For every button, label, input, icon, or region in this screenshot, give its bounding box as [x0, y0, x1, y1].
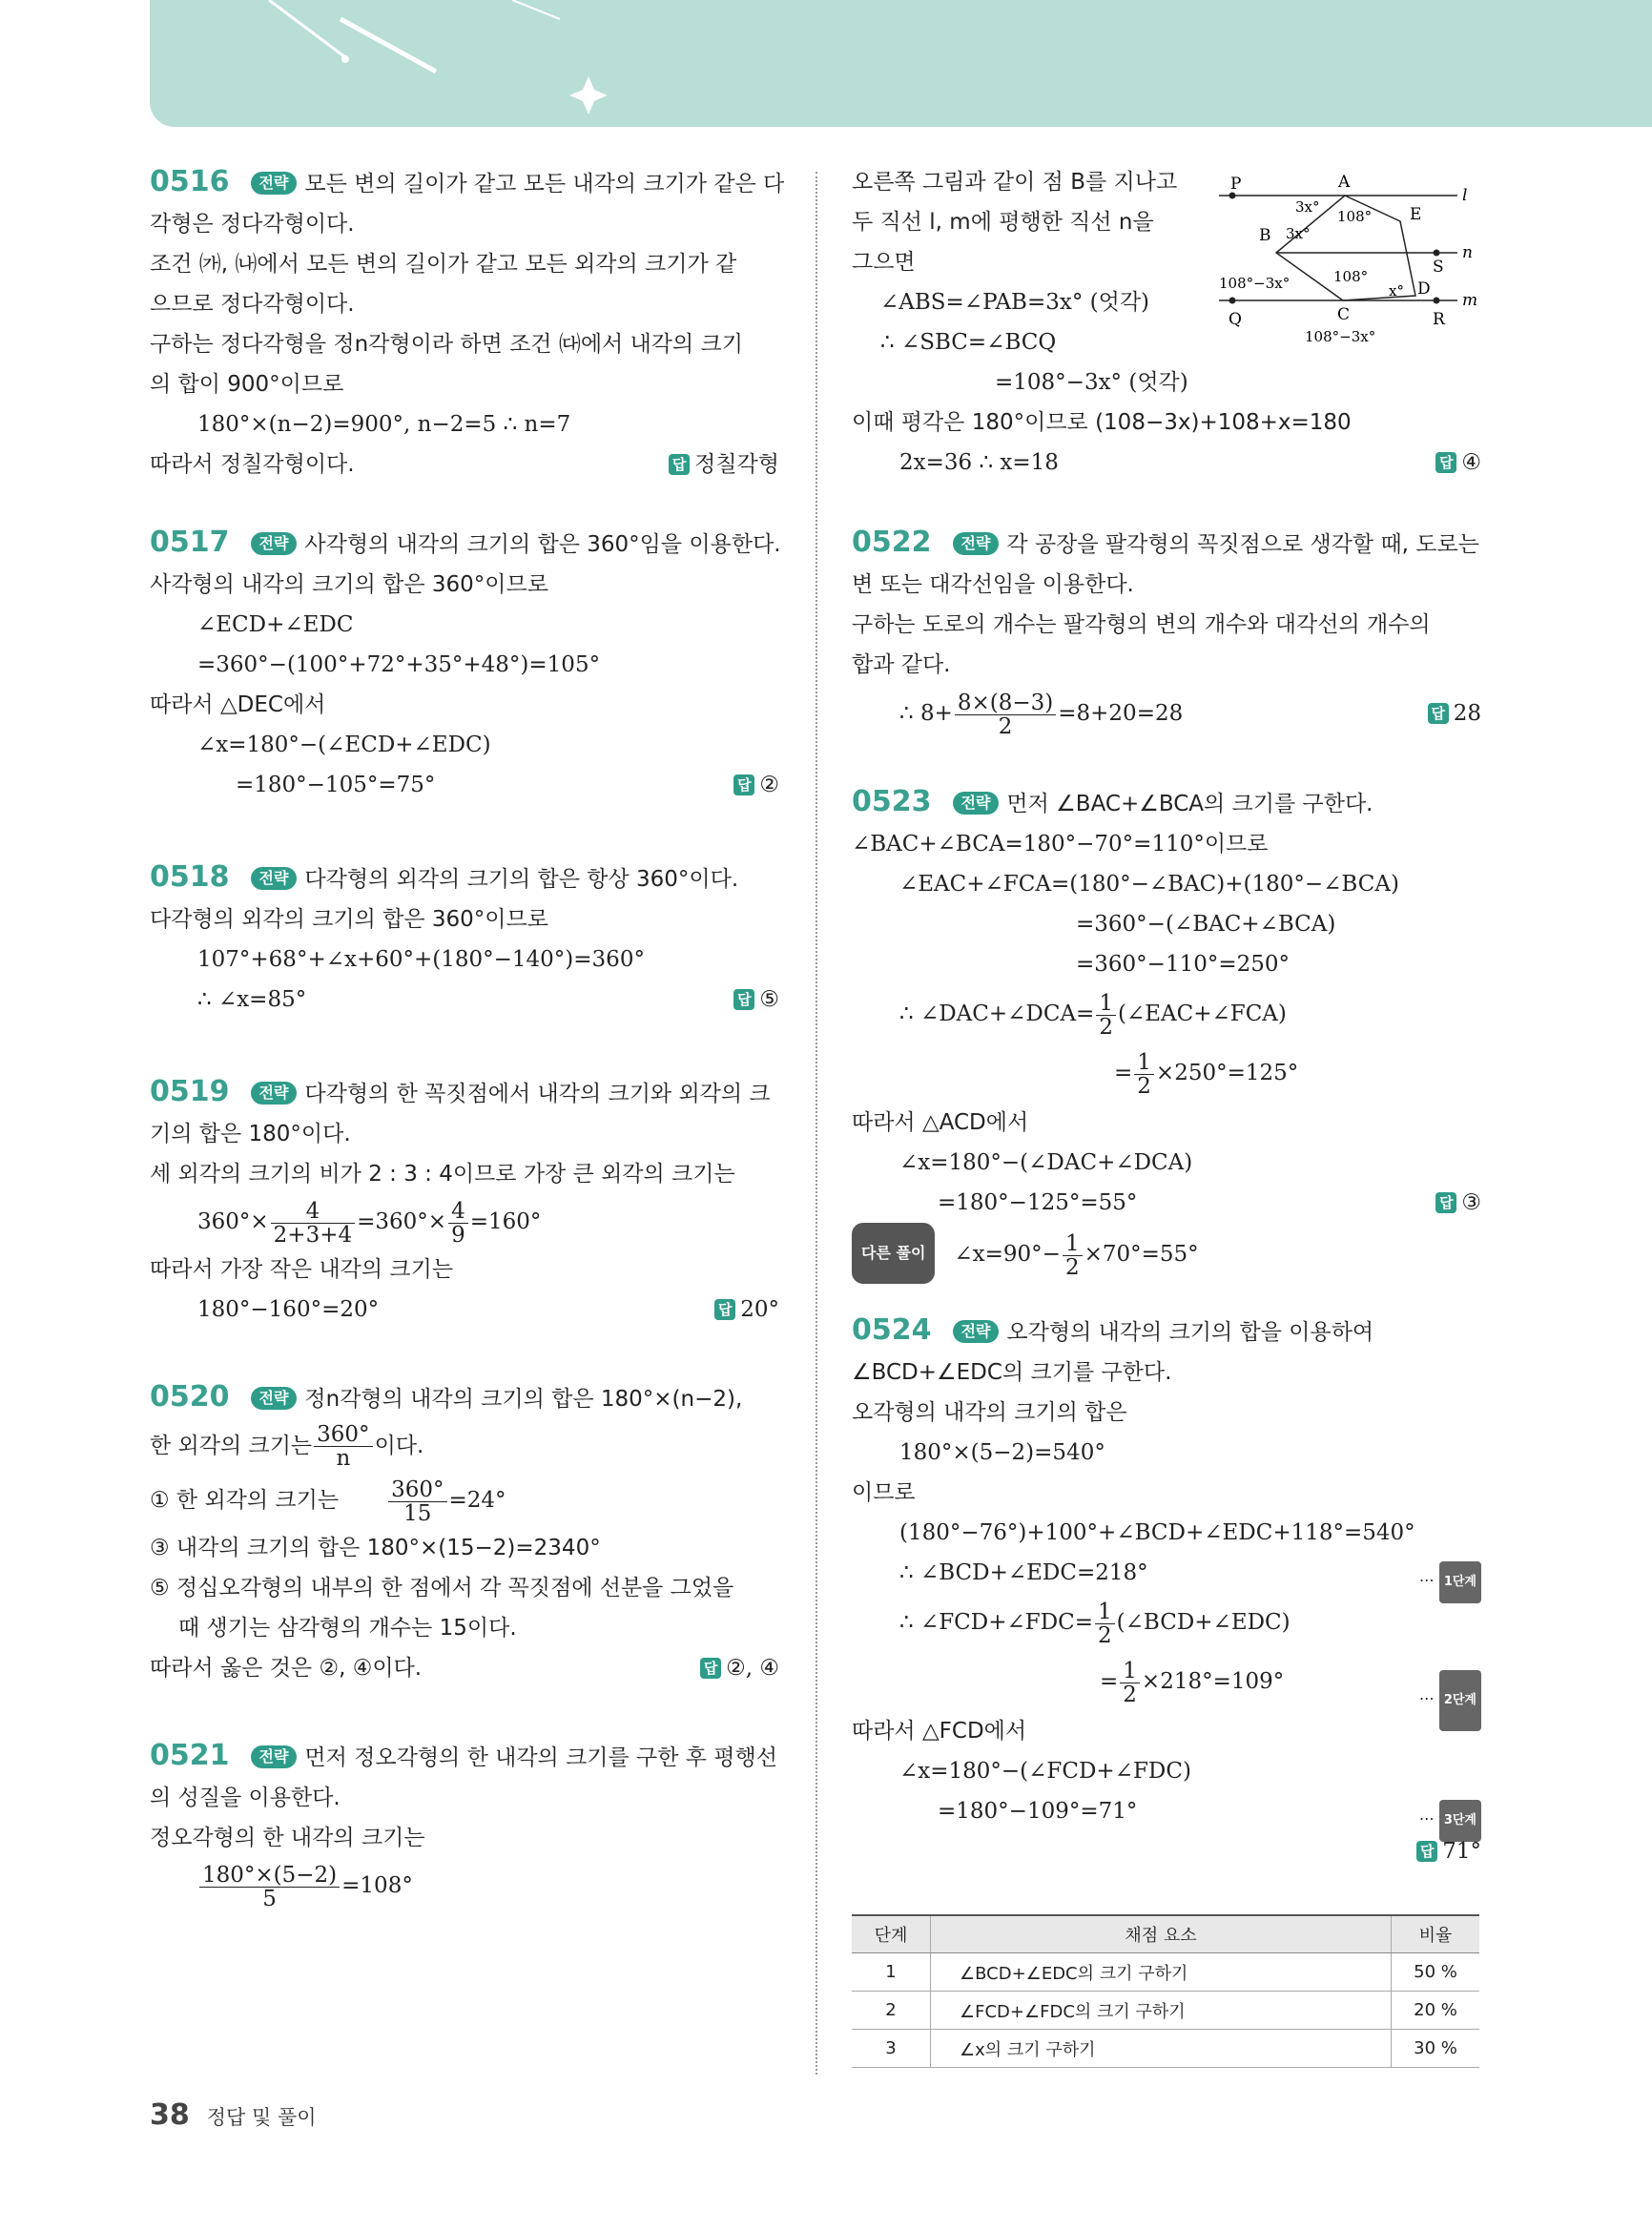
numerator: 180°×(5−2): [199, 1864, 340, 1888]
answer-badge: 답: [1435, 452, 1456, 473]
answer: [669, 444, 779, 485]
step-badge: 2단계: [1439, 1670, 1481, 1731]
solution-line: 구하는 도로의 개수는 팔각형의 변의 개수와 대각선의 개수의: [852, 612, 1431, 637]
strategy-text: 오각형의 내각의 크기의 합을 이용하여: [1006, 1320, 1374, 1345]
eq-part: =360°×: [357, 1209, 447, 1234]
solution-line: 정오각형의 한 내각의 크기는: [150, 1826, 425, 1850]
step-marker: ⋯ 1단계: [1419, 1560, 1481, 1603]
solution-line: ∴ ∠SBC=∠BCQ: [880, 330, 1057, 355]
solution-line: ∠x=180°−(∠DAC+∠DCA): [899, 1150, 1193, 1175]
solution-line: 합과 같다.: [852, 652, 951, 677]
label-Q: Q: [1229, 310, 1242, 329]
problem-number: 0521: [150, 1739, 230, 1772]
denominator: 2: [1064, 1254, 1080, 1280]
label-A: A: [1338, 173, 1351, 192]
answer-value: 20°: [740, 1297, 779, 1322]
label-S: S: [1433, 258, 1444, 277]
alt-solution: [852, 1223, 1481, 1284]
solution-line: =180°−109°=71°: [938, 1799, 1138, 1824]
label-C: C: [1337, 305, 1351, 324]
solution-line: 오른쪽 그림과 같이 점 B를 지나고: [852, 170, 1178, 195]
numerator: 8×(8−3): [955, 692, 1056, 715]
solution-line: ∠x=180°−(∠FCD+∠FDC): [899, 1759, 1191, 1784]
numerator: 4: [271, 1200, 355, 1224]
strategy-badge: 전략: [251, 1387, 298, 1410]
answer-badge: 답: [700, 1658, 721, 1679]
strategy-badge: 전략: [953, 1320, 1000, 1343]
fraction: [1063, 1232, 1083, 1279]
solution-line: ∠EAC+∠FCA=(180°−∠BAC)+(180°−∠BCA): [899, 872, 1399, 897]
denominator: 9: [451, 1222, 465, 1248]
denominator: 15: [403, 1500, 432, 1526]
problem-0524: [852, 1311, 1481, 1871]
equation-line: [150, 1858, 779, 1913]
point-Q: [1229, 298, 1236, 304]
fraction: [1134, 1051, 1154, 1098]
strategy-badge: 전략: [953, 532, 1000, 555]
label-D: D: [1417, 279, 1431, 299]
problem-number: 0516: [150, 165, 230, 198]
column-divider: [816, 172, 817, 2075]
eq-part: 360°×: [197, 1209, 269, 1234]
answer: [714, 1290, 779, 1330]
solution-line: 107°+68°+∠x+60°+(180°−140°)=360°: [197, 947, 645, 972]
denominator: 5: [262, 1886, 277, 1911]
problem-number: 0524: [852, 1313, 932, 1347]
strategy-text: ∠BCD+∠EDC의 크기를 구한다.: [852, 1360, 1172, 1385]
equation-line: [852, 1043, 1481, 1103]
eq-part: ∴ 8+: [899, 701, 953, 726]
numerator: 4: [448, 1200, 468, 1224]
angle-label: 108°−3x°: [1305, 328, 1376, 345]
table-cell: 50 %: [1392, 1953, 1480, 1992]
numerator: 1: [1096, 992, 1116, 1016]
problem-0521: [150, 1736, 779, 1913]
answer-value: 71°: [1442, 1839, 1481, 1864]
page-number: 38: [150, 2098, 190, 2132]
answer: [700, 1648, 779, 1688]
equation-line: [150, 1194, 779, 1249]
strategy-text: 한 외각의 크기는: [150, 1434, 313, 1458]
numerator: 360°: [388, 1478, 446, 1502]
denominator: 2: [998, 713, 1013, 739]
solution-line: 따라서 △ACD에서: [852, 1110, 1029, 1135]
table-cell: 2: [852, 1992, 931, 2030]
eq-part: =: [1114, 1061, 1133, 1085]
solution-line: 따라서 정칠각형이다.: [150, 452, 355, 477]
solution-line: =180°−105°=75°: [236, 773, 436, 797]
numerator: 1: [1134, 1051, 1154, 1075]
answer-badge: 답: [1428, 703, 1449, 724]
fraction: [955, 692, 1056, 738]
fraction: [448, 1200, 468, 1247]
table-row: [852, 1992, 1479, 2030]
strategy-badge: 전략: [251, 172, 298, 195]
step-badge: 1단계: [1439, 1561, 1481, 1603]
solution-line: 사각형의 내각의 크기의 합은 360°이므로: [150, 572, 548, 597]
answer-value: 정칠각형: [694, 452, 779, 477]
solution-line: ⑤ 정십오각형의 내부의 한 점에서 각 꼭짓점에 선분을 그었을: [150, 1576, 734, 1600]
answer: [1435, 1183, 1481, 1223]
solution-line: 때 생기는 삼각형의 개수는 15이다.: [178, 1616, 517, 1641]
problem-number: 0517: [150, 526, 230, 559]
fraction: [1096, 992, 1116, 1039]
strategy-badge: 전략: [251, 867, 298, 890]
fraction: [199, 1864, 340, 1910]
solution-line: (180°−76°)+100°+∠BCD+∠EDC+118°=540°: [899, 1520, 1415, 1545]
denominator: n: [336, 1446, 351, 1471]
fraction: [388, 1478, 446, 1525]
solution-line: =108°−3x° (엇각): [995, 370, 1188, 395]
fraction: [271, 1200, 355, 1247]
answer-badge: 답: [669, 454, 690, 475]
strategy-text: 기의 합은 180°이다.: [150, 1122, 351, 1146]
strategy-text: 먼저 정오각형의 한 내각의 크기를 구한 후 평행선: [304, 1745, 777, 1770]
angle-label: 108°: [1333, 268, 1369, 285]
geometry-figure: [1219, 162, 1486, 357]
angle-label: x°: [1389, 282, 1404, 299]
solution-line: =360°−(∠BAC+∠BCA): [1076, 912, 1336, 937]
solution-line: ∠x=180°−(∠ECD+∠EDC): [197, 733, 491, 757]
strategy-text: 다각형의 한 꼭짓점에서 내각의 크기와 외각의 크: [304, 1082, 771, 1106]
solution-line: 다각형의 외각의 크기의 합은 360°이므로: [150, 907, 548, 932]
answer-badge: 답: [733, 989, 754, 1010]
equation-line: [852, 685, 1481, 742]
solution-line: 의 합이 900°이므로: [150, 372, 344, 397]
strategy-badge: 전략: [953, 792, 1000, 815]
step-marker: ⋯ 2단계: [1419, 1669, 1481, 1731]
solution-line: 따라서 △FCD에서: [852, 1719, 1027, 1744]
strategy-text: 사각형의 내각의 크기의 합은 360°임을 이용한다.: [304, 532, 781, 557]
solution-line: 따라서 가장 작은 내각의 크기는: [150, 1257, 454, 1282]
solution-line: ∴ ∠BCD+∠EDC=218°: [899, 1560, 1148, 1585]
angle-label: 3x°: [1286, 225, 1311, 242]
eq-part: =24°: [448, 1488, 506, 1513]
numerator: 1: [1063, 1232, 1083, 1256]
angle-label: 3x°: [1295, 198, 1320, 216]
denominator: 2: [1123, 1682, 1137, 1707]
fraction: [1120, 1660, 1140, 1706]
solution-line: 오각형의 내각의 크기의 합은: [852, 1400, 1127, 1425]
strategy-text: 의 성질을 이용한다.: [150, 1786, 341, 1810]
strategy-text: 다각형의 외각의 크기의 합은 항상 360°이다.: [304, 867, 739, 892]
answer-badge: 답: [733, 774, 754, 795]
answer-value: 28: [1453, 701, 1481, 726]
angle-label: 108°: [1337, 208, 1373, 225]
answer-badge: 답: [714, 1299, 735, 1320]
eq-part: ∴ ∠FCD+∠FDC=: [899, 1610, 1094, 1635]
page-label: 정답 및 풀이: [206, 2106, 317, 2129]
solution-line: 두 직선 l, m에 평행한 직선 n을: [852, 210, 1154, 235]
equation-line: [852, 984, 1481, 1043]
equation-line: [852, 1593, 1481, 1652]
eq-part: ∠x=90°−: [954, 1242, 1061, 1267]
problem-0516: [150, 162, 785, 485]
label-E: E: [1410, 205, 1422, 224]
eq-part: ×218°=109°: [1141, 1669, 1285, 1694]
strategy-text: 각형은 정다각형이다.: [150, 212, 355, 237]
label-l: l: [1462, 186, 1468, 205]
eq-part: =108°: [341, 1873, 413, 1898]
table-cell: 30 %: [1392, 2030, 1480, 2068]
problem-number: 0519: [150, 1075, 230, 1108]
equation-line: [150, 1473, 779, 1528]
problem-number: 0522: [852, 526, 932, 559]
eq-part: =: [1100, 1669, 1119, 1694]
strategy-badge: 전략: [251, 1745, 298, 1768]
strategy-text: 변 또는 대각선임을 이용한다.: [852, 572, 1134, 597]
label-m: m: [1462, 291, 1478, 310]
solution-line: =180°−125°=55°: [938, 1190, 1138, 1215]
column-header: 비율: [1392, 1915, 1480, 1953]
strategy-text: 먼저 ∠BAC+∠BCA의 크기를 구한다.: [1006, 792, 1373, 816]
alt-solution-badge: 다른 풀이: [852, 1223, 935, 1284]
table-header-row: [852, 1915, 1479, 1953]
eq-part: ① 한 외각의 크기는: [150, 1488, 340, 1513]
problem-0518: [150, 857, 779, 1020]
sparkle-decoration: [150, 0, 1652, 127]
problem-0523: [852, 782, 1481, 1284]
table-row: [852, 1953, 1479, 1992]
label-n: n: [1462, 243, 1473, 262]
strategy-text: 각 공장을 팔각형의 꼭짓점으로 생각할 때, 도로는: [1006, 532, 1479, 557]
step-marker: ⋯ 3단계: [1419, 1799, 1481, 1842]
answer-value: ⑤: [759, 987, 779, 1012]
solution-line: 구하는 정다각형을 정n각형이라 하면 조건 ㈐에서 내각의 크기: [150, 332, 743, 357]
equation-line: [852, 1652, 1481, 1711]
solution-line: ∠ECD+∠EDC: [197, 612, 354, 637]
table-cell: ∠x의 크기 구하기: [931, 2030, 1392, 2068]
problem-number: 0520: [150, 1380, 230, 1414]
denominator: 2+3+4: [273, 1222, 353, 1248]
answer: [733, 765, 779, 805]
answer-value: ③: [1461, 1190, 1481, 1215]
solution-line: 2x=36 ∴ x=18: [899, 450, 1059, 475]
label-R: R: [1433, 310, 1445, 329]
strategy-badge: 전략: [251, 1082, 298, 1105]
right-column: [852, 162, 1481, 1871]
strategy-text: 이다.: [374, 1434, 424, 1458]
header-banner: [150, 0, 1652, 127]
numerator: 1: [1095, 1600, 1115, 1624]
label-P: P: [1230, 175, 1242, 194]
solution-line: 180°×(n−2)=900°, n−2=5 ∴ n=7: [197, 412, 571, 437]
solution-line: 이므로: [852, 1480, 916, 1505]
point-S: [1434, 250, 1440, 257]
solution-line: 세 외각의 크기의 비가 2 : 3 : 4이므로 가장 큰 외각의 크기는: [150, 1162, 735, 1187]
table-cell: ∠FCD+∠FDC의 크기 구하기: [931, 1992, 1392, 2030]
answer: [1428, 685, 1481, 742]
eq-part: ×70°=55°: [1084, 1242, 1199, 1267]
strategy-text: 정n각형의 내각의 크기의 합은 180°×(n−2),: [304, 1387, 743, 1412]
column-header: 단계: [852, 1915, 931, 1953]
table-cell: 20 %: [1392, 1992, 1480, 2030]
angle-label: 108°−3x°: [1219, 275, 1291, 292]
label-B: B: [1259, 226, 1271, 245]
solution-line: 그으면: [852, 250, 916, 275]
solution-line: ∠BAC+∠BCA=180°−70°=110°이므로: [852, 832, 1269, 857]
eq-part: =160°: [469, 1209, 542, 1234]
eq-part: =8+20=28: [1058, 701, 1184, 726]
answer: [1416, 1831, 1481, 1871]
answer-value: ②, ④: [726, 1656, 779, 1681]
eq-part: ×250°=125°: [1155, 1061, 1299, 1085]
problem-number: 0523: [852, 785, 932, 818]
answer-badge: 답: [1416, 1841, 1437, 1862]
answer: [733, 980, 779, 1020]
column-header: 채점 요소: [931, 1915, 1392, 1953]
answer-value: ②: [759, 773, 779, 797]
denominator: 2: [1137, 1073, 1151, 1099]
table-cell: 3: [852, 2030, 931, 2068]
scoring-table: [852, 1914, 1479, 2068]
table-cell: ∠BCD+∠EDC의 크기 구하기: [931, 1953, 1392, 1992]
eq-part: ∴ ∠DAC+∠DCA=: [899, 1001, 1095, 1026]
answer-badge: 답: [1435, 1192, 1456, 1213]
left-column: [150, 162, 785, 1913]
point-R: [1434, 298, 1440, 304]
solution-line: =360°−(100°+72°+35°+48°)=105°: [197, 652, 601, 677]
table-cell: 1: [852, 1953, 931, 1992]
problem-number: 0518: [150, 860, 230, 894]
denominator: 2: [1098, 1622, 1112, 1648]
problem-0517: [150, 523, 779, 805]
step-badge: 3단계: [1439, 1800, 1481, 1842]
answer-value: ④: [1461, 450, 1481, 475]
solution-line: ③ 내각의 크기의 합은 180°×(15−2)=2340°: [150, 1536, 601, 1560]
fraction: [1095, 1600, 1115, 1647]
solution-line: 180°×(5−2)=540°: [899, 1440, 1105, 1465]
solution-line: 이때 평각은 180°이므로 (108−3x)+108+x=180: [852, 410, 1352, 435]
numerator: 1: [1120, 1660, 1140, 1683]
solution-line: 조건 ㈎, ㈏에서 모든 변의 길이가 같고 모든 외각의 크기가 같: [150, 252, 737, 277]
problem-0519: [150, 1072, 779, 1330]
answer: [1435, 443, 1481, 483]
solution-line: =360°−110°=250°: [1076, 952, 1291, 977]
numerator: 360°: [314, 1423, 372, 1447]
problem-0520: [150, 1377, 779, 1688]
table-row: [852, 2030, 1479, 2068]
denominator: 2: [1099, 1014, 1113, 1040]
solution-line: 180°−160°=20°: [197, 1297, 380, 1322]
solution-line: 으므로 정다각형이다.: [150, 292, 355, 317]
solution-line: ∴ ∠x=85°: [197, 987, 307, 1012]
fraction: [314, 1423, 372, 1470]
strategy-text: 모든 변의 길이가 같고 모든 내각의 크기가 같은 다: [304, 172, 785, 196]
solution-line: 따라서 △DEC에서: [150, 692, 326, 717]
solution-line: ∠ABS=∠PAB=3x° (엇각): [880, 290, 1150, 315]
eq-part: (∠BCD+∠EDC): [1116, 1610, 1291, 1635]
problem-0522: [852, 523, 1481, 742]
eq-part: (∠EAC+∠FCA): [1117, 1001, 1287, 1026]
page-footer: [150, 2098, 317, 2132]
solution-line: 따라서 옳은 것은 ②, ④이다.: [150, 1656, 423, 1681]
strategy-badge: 전략: [251, 532, 298, 555]
